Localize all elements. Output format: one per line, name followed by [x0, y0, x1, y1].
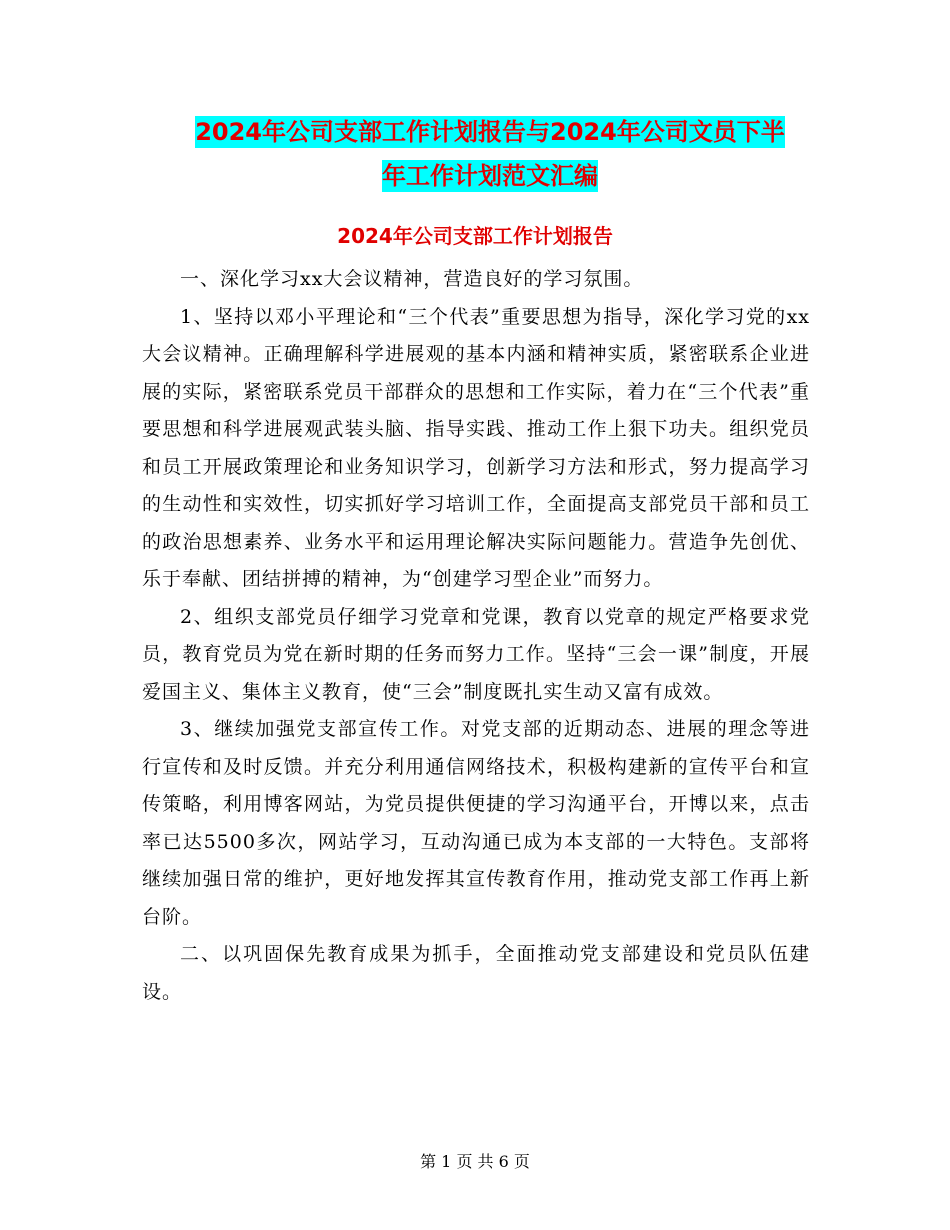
paragraph-heading-2: 二、以巩固保先教育成果为抓手，全面推动党支部建设和党员队伍建设。: [142, 943, 810, 1003]
document-title-line-1: 2024年公司支部工作计划报告与2024年公司文员下半: [195, 118, 785, 146]
document-body: [142, 261, 810, 1011]
paragraph-item-3: 3、继续加强党支部宣传工作。对党支部的近期动态、进展的理念等进行宣传和及时反馈。并充分利用通信网络技术，积极构建新的宣传平台和宣传策略，利用博客网站，为党员提供便捷的学习沟通平台，开博以来，点击率已达5500多次，网站学习，互动沟通已成为本支部的一大特色。支部将继续加强日常的维护，更好地发挥其宣传教育作用，推动党支部工作再上新台阶。: [142, 718, 810, 928]
paragraph-heading-1: 一、深化学习xx大会议精神，营造良好的学习氛围。: [180, 268, 644, 290]
document-title: [150, 110, 830, 198]
section-title: 2024年公司支部工作计划报告: [337, 224, 613, 248]
paragraph-item-2: 2、组织支部党员仔细学习党章和党课，教育以党章的规定严格要求党员，教育党员为党在新时期的任务而努力工作。坚持“三会一课”制度，开展爱国主义、集体主义教育，使“三会”制度既扎实生动又富有成效。: [142, 605, 810, 703]
page-number-footer: 第 1 页 共 6 页: [420, 1152, 530, 1171]
document-title-line-2: 年工作计划范文汇编: [382, 162, 598, 190]
paragraph-item-1: 1、坚持以邓小平理论和“三个代表”重要思想为指导，深化学习党的xx大会议精神。正确理解科学进展观的基本内涵和精神实质，紧密联系企业进展的实际，紧密联系党员干部群众的思想和工作实际，着力在“三个代表”重要思想和科学进展观武装头脑、指导实践、推动工作上狠下功夫。组织党员和员工开展政策理论和业务知识学习，创新学习方法和形式，努力提高学习的生动性和实效性，切实抓好学习培训工作，全面提高支部党员干部和员工的政治思想素养、业务水平和运用理论解决实际问题能力。营造争先创优、乐于奉献、团结拼搏的精神，为“创建学习型企业”而努力。: [142, 305, 810, 590]
